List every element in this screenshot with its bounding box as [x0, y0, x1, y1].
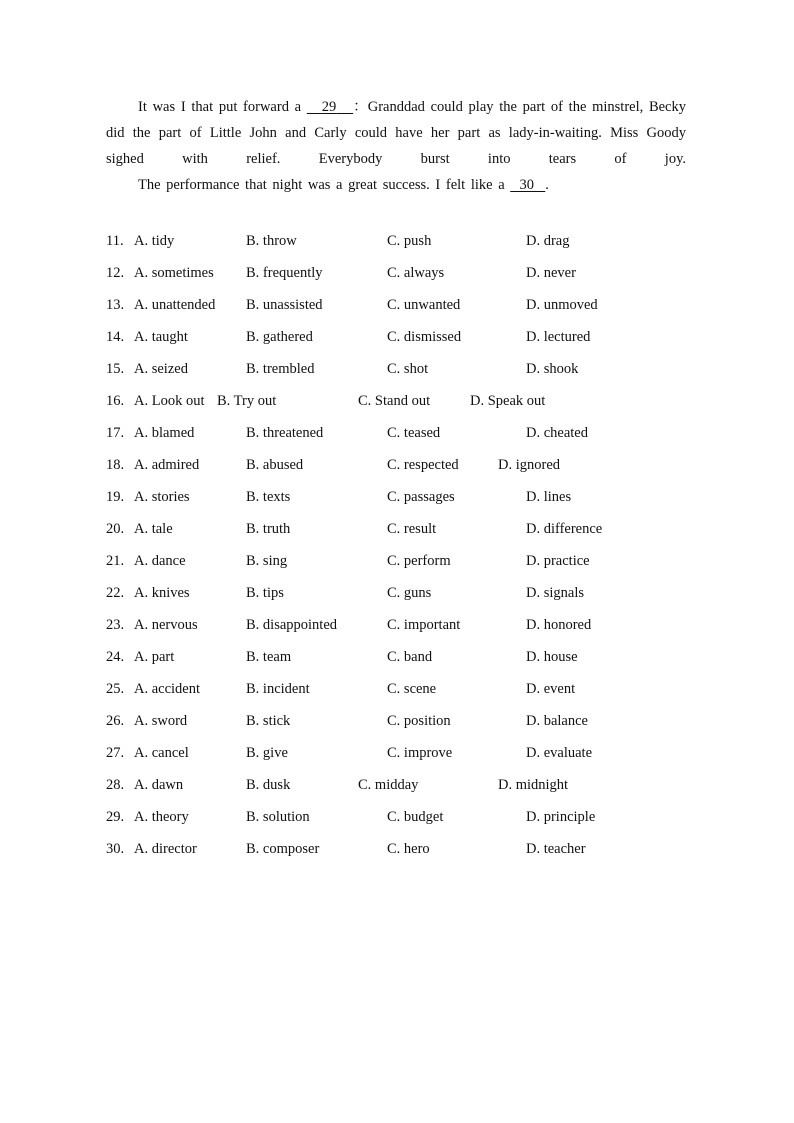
question-number: 21.	[106, 553, 125, 569]
option-a: A. taught	[134, 329, 188, 345]
option-b: B. incident	[246, 681, 310, 697]
option-b: B. abused	[246, 457, 304, 473]
option-c: C. hero	[387, 841, 430, 857]
option-a: A. seized	[134, 361, 188, 377]
blank-30	[510, 172, 545, 198]
question-number: 16.	[106, 393, 125, 409]
option-a: A. Look out	[134, 393, 205, 409]
question-number: 11.	[106, 233, 124, 249]
option-a: A. unattended	[134, 297, 216, 313]
question-number: 26.	[106, 713, 125, 729]
option-c: C. result	[387, 521, 437, 537]
option-a: A. cancel	[134, 745, 189, 761]
option-b: B. disappointed	[246, 617, 338, 633]
option-d: D. difference	[526, 521, 603, 537]
option-a: A. blamed	[134, 425, 195, 441]
option-b: B. unassisted	[246, 297, 323, 313]
option-c: C. respected	[387, 457, 459, 473]
question-number: 24.	[106, 649, 125, 665]
question-number: 14.	[106, 329, 125, 345]
option-b: B. tips	[246, 585, 284, 601]
question-number: 23.	[106, 617, 125, 633]
option-a: A. knives	[134, 585, 190, 601]
option-a: A. dance	[134, 553, 186, 569]
blank-29-number: 29	[321, 99, 337, 115]
option-c: C. teased	[387, 425, 441, 441]
question-number: 15.	[106, 361, 125, 377]
option-c: C. Stand out	[358, 393, 431, 409]
question-number: 22.	[106, 585, 125, 601]
option-b: B. texts	[246, 489, 291, 505]
option-c: C. position	[387, 713, 451, 729]
blank-29	[307, 94, 353, 120]
option-d: D. balance	[526, 713, 588, 729]
option-a: A. sword	[134, 713, 188, 729]
option-b: B. solution	[246, 809, 310, 825]
option-d: D. teacher	[526, 841, 586, 857]
option-c: C. band	[387, 649, 433, 665]
option-a: A. theory	[134, 809, 189, 825]
question-number: 19.	[106, 489, 125, 505]
option-d: D. house	[526, 649, 578, 665]
option-d: D. midnight	[498, 777, 569, 793]
p1-text-before-blank: It was I that put forward a	[138, 99, 302, 115]
option-b: B. stick	[246, 713, 291, 729]
option-d: D. drag	[526, 233, 570, 249]
option-c: C. shot	[387, 361, 429, 377]
question-number: 27.	[106, 745, 125, 761]
option-a: A. accident	[134, 681, 201, 697]
option-c: C. scene	[387, 681, 437, 697]
option-d: D. practice	[526, 553, 590, 569]
option-b: B. trembled	[246, 361, 315, 377]
option-d: D. honored	[526, 617, 592, 633]
option-c: C. push	[387, 233, 432, 249]
option-d: D. principle	[526, 809, 596, 825]
option-c: C. always	[387, 265, 445, 281]
option-c: C. improve	[387, 745, 453, 761]
option-c: C. passages	[387, 489, 455, 505]
option-d: D. cheated	[526, 425, 588, 441]
option-d: D. shook	[526, 361, 579, 377]
option-b: B. throw	[246, 233, 297, 249]
option-d: D. lectured	[526, 329, 591, 345]
question-number: 18.	[106, 457, 125, 473]
option-b: B. team	[246, 649, 292, 665]
option-b: B. give	[246, 745, 288, 761]
p2-text-after-blank: .	[545, 177, 549, 193]
option-b: B. sing	[246, 553, 288, 569]
option-d: D. Speak out	[470, 393, 546, 409]
option-c: C. important	[387, 617, 461, 633]
option-c: C. unwanted	[387, 297, 461, 313]
blank-30-number: 30	[519, 177, 535, 193]
option-a: A. nervous	[134, 617, 198, 633]
option-b: B. Try out	[217, 393, 277, 409]
option-b: B. dusk	[246, 777, 291, 793]
option-b: B. threatened	[246, 425, 324, 441]
option-d: D. signals	[526, 585, 584, 601]
question-number: 25.	[106, 681, 125, 697]
option-a: A. director	[134, 841, 197, 857]
passage-paragraph-2	[106, 172, 686, 198]
p1-text-after-blank: ：Granddad could play the part of the minstrel, Becky did the part of Little John and Carly could have her part as lady-in-waiting. Miss Goody sighed with relief. Everybody burst into tears of joy.	[106, 99, 686, 167]
option-b: B. gathered	[246, 329, 313, 345]
option-a: A. part	[134, 649, 175, 665]
option-a: A. tale	[134, 521, 173, 537]
question-number: 30.	[106, 841, 125, 857]
option-d: D. evaluate	[526, 745, 593, 761]
option-d: D. unmoved	[526, 297, 598, 313]
option-d: D. lines	[526, 489, 572, 505]
option-a: A. tidy	[134, 233, 175, 249]
option-d: D. never	[526, 265, 576, 281]
option-d: D. ignored	[498, 457, 561, 473]
option-a: A. sometimes	[134, 265, 214, 281]
option-a: A. dawn	[134, 777, 184, 793]
option-a: A. stories	[134, 489, 190, 505]
option-b: B. truth	[246, 521, 291, 537]
option-c: C. guns	[387, 585, 432, 601]
question-number: 20.	[106, 521, 125, 537]
option-c: C. dismissed	[387, 329, 462, 345]
option-d: D. event	[526, 681, 576, 697]
passage-paragraph-1	[106, 94, 686, 172]
option-b: B. frequently	[246, 265, 323, 281]
question-number: 29.	[106, 809, 125, 825]
option-c: C. budget	[387, 809, 444, 825]
option-c: C. perform	[387, 553, 451, 569]
question-number: 28.	[106, 777, 125, 793]
question-number: 17.	[106, 425, 125, 441]
p2-text-before-blank: The performance that night was a great success. I felt like a	[138, 177, 505, 193]
question-number: 13.	[106, 297, 125, 313]
option-b: B. composer	[246, 841, 320, 857]
option-a: A. admired	[134, 457, 200, 473]
question-number: 12.	[106, 265, 125, 281]
option-c: C. midday	[358, 777, 419, 793]
